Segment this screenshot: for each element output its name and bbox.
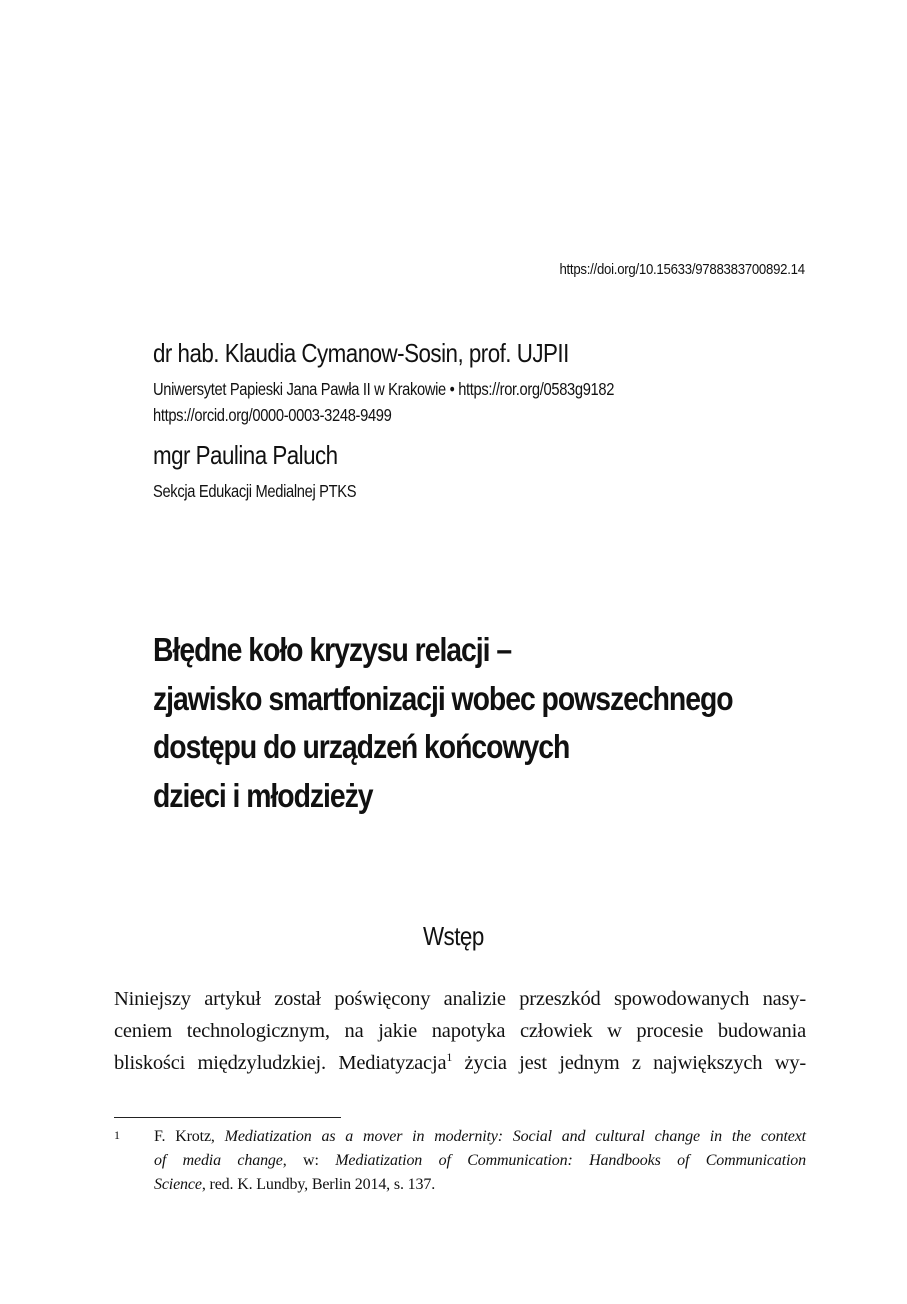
title-line-3: dostępu do urządzeń końcowych — [153, 728, 570, 765]
footnote-collection-title-cont: Science — [154, 1176, 202, 1193]
body-line-3-end: życia jest jednym z największych wy- — [452, 1052, 806, 1074]
article-title — [153, 626, 755, 820]
author-2-affiliation: Sekcja Edukacji Medialnej PTKS — [153, 481, 357, 501]
footnote-collection-title: Mediatization of Communication: Handbooks of Communication — [335, 1152, 806, 1169]
footnote-work-title: Mediatization as a mover in modernity: Social and cultural change in the context — [224, 1128, 806, 1145]
footnote-line-3 — [154, 1173, 806, 1197]
footnote-1 — [114, 1125, 806, 1197]
author-1 — [153, 336, 813, 428]
title-line-1: Błędne koło kryzysu relacji – — [153, 631, 512, 668]
author-1-name: dr hab. Klaudia Cymanow-Sosin, prof. UJPII — [153, 338, 569, 368]
footnote-divider — [114, 1117, 341, 1118]
author-2 — [153, 438, 813, 504]
body-paragraph — [114, 983, 806, 1079]
footnote-text — [154, 1125, 806, 1197]
body-line-3 — [114, 1047, 806, 1079]
author-2-name: mgr Paulina Paluch — [153, 440, 338, 470]
body-line-2: ceniem technologicznym, na jakie napotyka człowiek w procesie budowania — [114, 1020, 806, 1042]
footnote-number: 1 — [114, 1128, 120, 1142]
author-1-affiliation: Uniwersytet Papieski Jana Pawła II w Krakowie • https://ror.org/0583g9182 — [153, 379, 615, 399]
title-line-2: zjawisko smartfonizacji wobec powszechnego — [153, 679, 733, 717]
body-line-1: Niniejszy artykuł został poświęcony analizie przeszkód spowodowanych nasy- — [114, 988, 806, 1010]
footnote-reference[interactable]: 1 — [446, 1050, 453, 1064]
footnote-author: F. Krotz, — [154, 1128, 225, 1145]
section-heading — [0, 921, 907, 952]
author-1-orcid[interactable]: https://orcid.org/0000-0003-3248-9499 — [153, 405, 392, 425]
footnote-publication-info: , red. K. Lundby, Berlin 2014, s. 137. — [201, 1176, 436, 1193]
section-heading-text: Wstęp — [423, 921, 484, 951]
authors-section — [153, 336, 813, 512]
footnote-in: , w: — [282, 1152, 336, 1169]
footnote-line-1 — [154, 1125, 806, 1149]
footnote-line-2 — [154, 1149, 806, 1173]
body-line-3-start: bliskości międzyludzkiej. Mediatyzacja — [114, 1052, 447, 1074]
doi-link[interactable]: https://doi.org/10.15633/9788383700892.14 — [559, 261, 805, 278]
footnote-work-title-cont: of media change — [154, 1152, 283, 1169]
title-line-4: dzieci i młodzieży — [153, 776, 373, 814]
